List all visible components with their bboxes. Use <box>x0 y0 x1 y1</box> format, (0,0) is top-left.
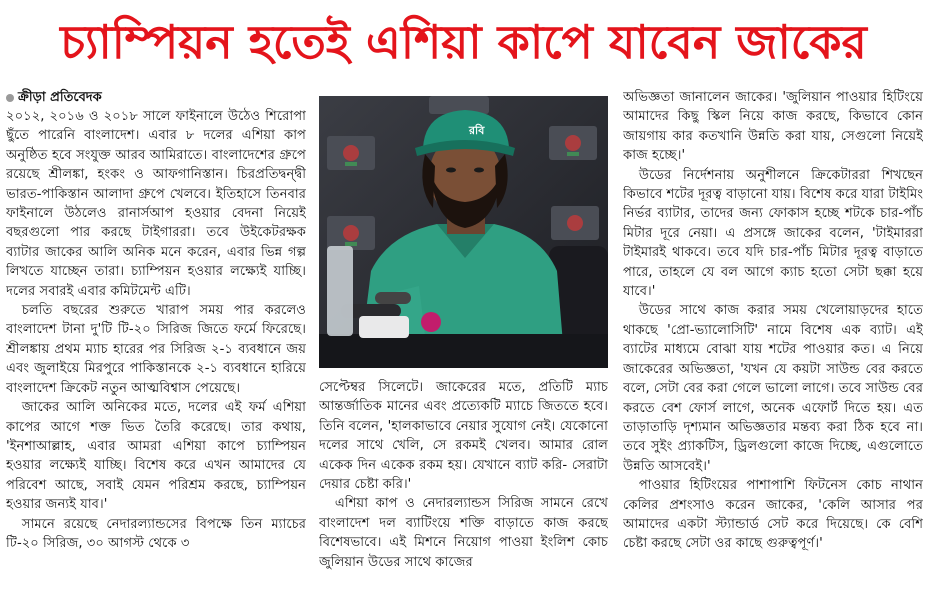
paragraph: উডের সাথে কাজ করার সময় খেলোয়াড়দের হাতে থাকছে 'প্রো-ভ্যালোসিটি' নামে বিশেষ এক ব্যাট। এই ব্যাটের মাধ্যমে বোঝা যায় শটের পাওয়ার কত। এ নিয়ে জাকেরের অভিজ্ঞতা, 'যখন যে কয়টা সাউন্ড বের করতে বলে, সেটা বের করা গেলে ভালো লাগে। তবে সাউন্ড বের করতে বেশ ফোর্স লাগে, অনেক এফোর্ট দিতে হয়। এত তাড়াতাড়ি দৃশ্যমান অভিজ্ঞতার মন্তব্য করা ঠিক হবে না। তবে সুইং প্র্যাকটিস, ড্রিলগুলো কাজে দিচ্ছে, এগুলোতে উন্নতি আসবেই।' <box>623 303 923 474</box>
paragraph: পাওয়ার হিটিংয়ের পাশাপাশি ফিটনেস কোচ নাথান কেলির প্রশংসাও করেন জাকের, 'কেলি আসার পর আমাদের একটা স্ট্যান্ডার্ড সেট করে দিয়েছে। কে বেশি চেষ্টা করছে সেটা ওর কাছে গুরুত্বপূর্ণ।' <box>623 478 923 552</box>
article-column-3 <box>623 88 923 593</box>
headline: চ্যাম্পিয়ন হতেই এশিয়া কাপে যাবেন জাকের <box>60 15 867 69</box>
byline <box>6 88 306 107</box>
player-photo-illustration <box>319 96 608 368</box>
byline-text: ক্রীড়া প্রতিবেদক <box>18 90 102 105</box>
bullet-icon <box>6 94 14 102</box>
paragraph: ২০১২, ২০১৬ ও ২০১৮ সালে ফাইনালে উঠেও শিরোপা ছুঁতে পারেনি বাংলাদেশ। এবার ৮ দলের এশিয়া কাপ অনুষ্ঠিত হবে সংযুক্ত আরব আমিরাতে। বাংলাদেশের গ্রুপে রয়েছে শ্রীলঙ্কা, হংকং ও আফগানিস্তান। চিরপ্রতিদ্বন্দ্বী ভারত-পাকিস্তান আলাদা গ্রুপে খেলবে। ইতিহাসে তিনবার ফাইনালে উঠলেও রানার্সআপ হওয়ার বেদনা নিয়েই বছরগুলো পার করছে টাইগাররা। তবে উইকেটরক্ষক ব্যাটার জাকের আলি অনিক মনে করেন, এবার ভিন্ন গল্প লিখতে যাচ্ছেন তারা। চ্যাম্পিয়ন হওয়ার লক্ষ্যেই যাচ্ছি। দলের সবারই এবার কমিটমেন্ট এটি। <box>6 109 306 299</box>
paragraph: এশিয়া কাপ ও নেদারল্যান্ডস সিরিজ সামনে রেখে বাংলাদেশ দল ব্যাটিংয়ে শক্তি বাড়াতে কাজ করছে বিশেষভাবে। এই মিশনে নিয়োগ পাওয়া ইংলিশ কোচ জুলিয়ান উডের সাথে কাজের <box>319 496 608 570</box>
cap-logo-text: রবি <box>469 124 485 137</box>
paragraph: সামনে রয়েছে নেদারল্যান্ডসের বিপক্ষে তিন ম্যাচের টি-২০ সিরিজ, ৩০ আগস্ট থেকে ৩ <box>6 516 306 551</box>
news-photo <box>319 96 608 368</box>
paragraph: অভিজ্ঞতা জানালেন জাকের। 'জুলিয়ান পাওয়ার হিটিংয়ে আমাদের কিছু স্কিল নিয়ে কাজ করছে, কিভাবে কোন জায়গায় কার কতখানি উন্নতি করা যায়, সেগুলো নিয়েই কাজ হচ্ছে।' <box>623 90 923 164</box>
paragraph: সেপ্টেম্বর সিলেটে। জাকেরের মতে, প্রতিটি ম্যাচ আন্তর্জাতিক মানের এবং প্রত্যেকটি ম্যাচে জিততে হবে। তিনি বলেন, 'হালকাভাবে নেয়ার সুযোগ নেই। যেকোনো দলের সাথে খেলি, সে রকমই খেলব। আমার রোল একেক দিন একেক রকম হয়। যেখানে ব্যাট করি- সেরাটা দেয়ার চেষ্টা করি।' <box>319 380 608 493</box>
paragraph: চলতি বছরের শুরুতে খারাপ সময় পার করলেও বাংলাদেশ টানা দু'টি টি-২০ সিরিজ জিতে ফর্মে ফিরেছে। শ্রীলঙ্কায় প্রথম ম্যাচ হারের পর সিরিজ ২-১ ব্যবধানে জয় এবং জুলাইয়ে মিরপুরে পাকিস্তানকে ২-১ ব্যবধানে হারিয়ে বাংলাদেশ ক্রিকেট নতুন আত্মবিশ্বাস পেয়েছে। <box>6 303 306 396</box>
press-table <box>319 334 608 368</box>
article-column-1 <box>6 88 306 593</box>
article-column-2 <box>319 378 608 593</box>
paragraph: জাকের আলি অনিকের মতে, দলের এই ফর্ম এশিয়া কাপের আগে শক্ত ভিত তৈরি করেছে। তার কথায়, 'ইনশাআল্লাহ, এবার আমরা এশিয়া কাপে চ্যাম্পিয়ন হওয়ার লক্ষ্যেই যাচ্ছি। বিশেষ করে এখন আমাদের যে পরিবেশ আছে, সবাই যেমন পরিশ্রম করছে, চ্যাম্পিয়ন হওয়ার জন্যই যাব।' <box>6 400 306 513</box>
paragraph: উডের নির্দেশনায় অনুশীলনে ক্রিকেটাররা শিখছেন কিভাবে শটের দূরত্ব বাড়ানো যায়। বিশেষ করে যারা টাইমিং নির্ভর ব্যাটার, তাদের জন্য ফোকাস হচ্ছে শটকে চার-পাঁচ মিটার দূরে নেয়া। এ প্রসঙ্গে জাকের বলেন, 'টাইমাররা টাইমারই থাকবে। তবে যদি চার-পাঁচ মিটার দূরত্ব বাড়াতে পারে, তাহলে যে বল আগে ক্যাচ হতো সেটা ছক্কা হয়ে যাবে।' <box>623 167 923 300</box>
